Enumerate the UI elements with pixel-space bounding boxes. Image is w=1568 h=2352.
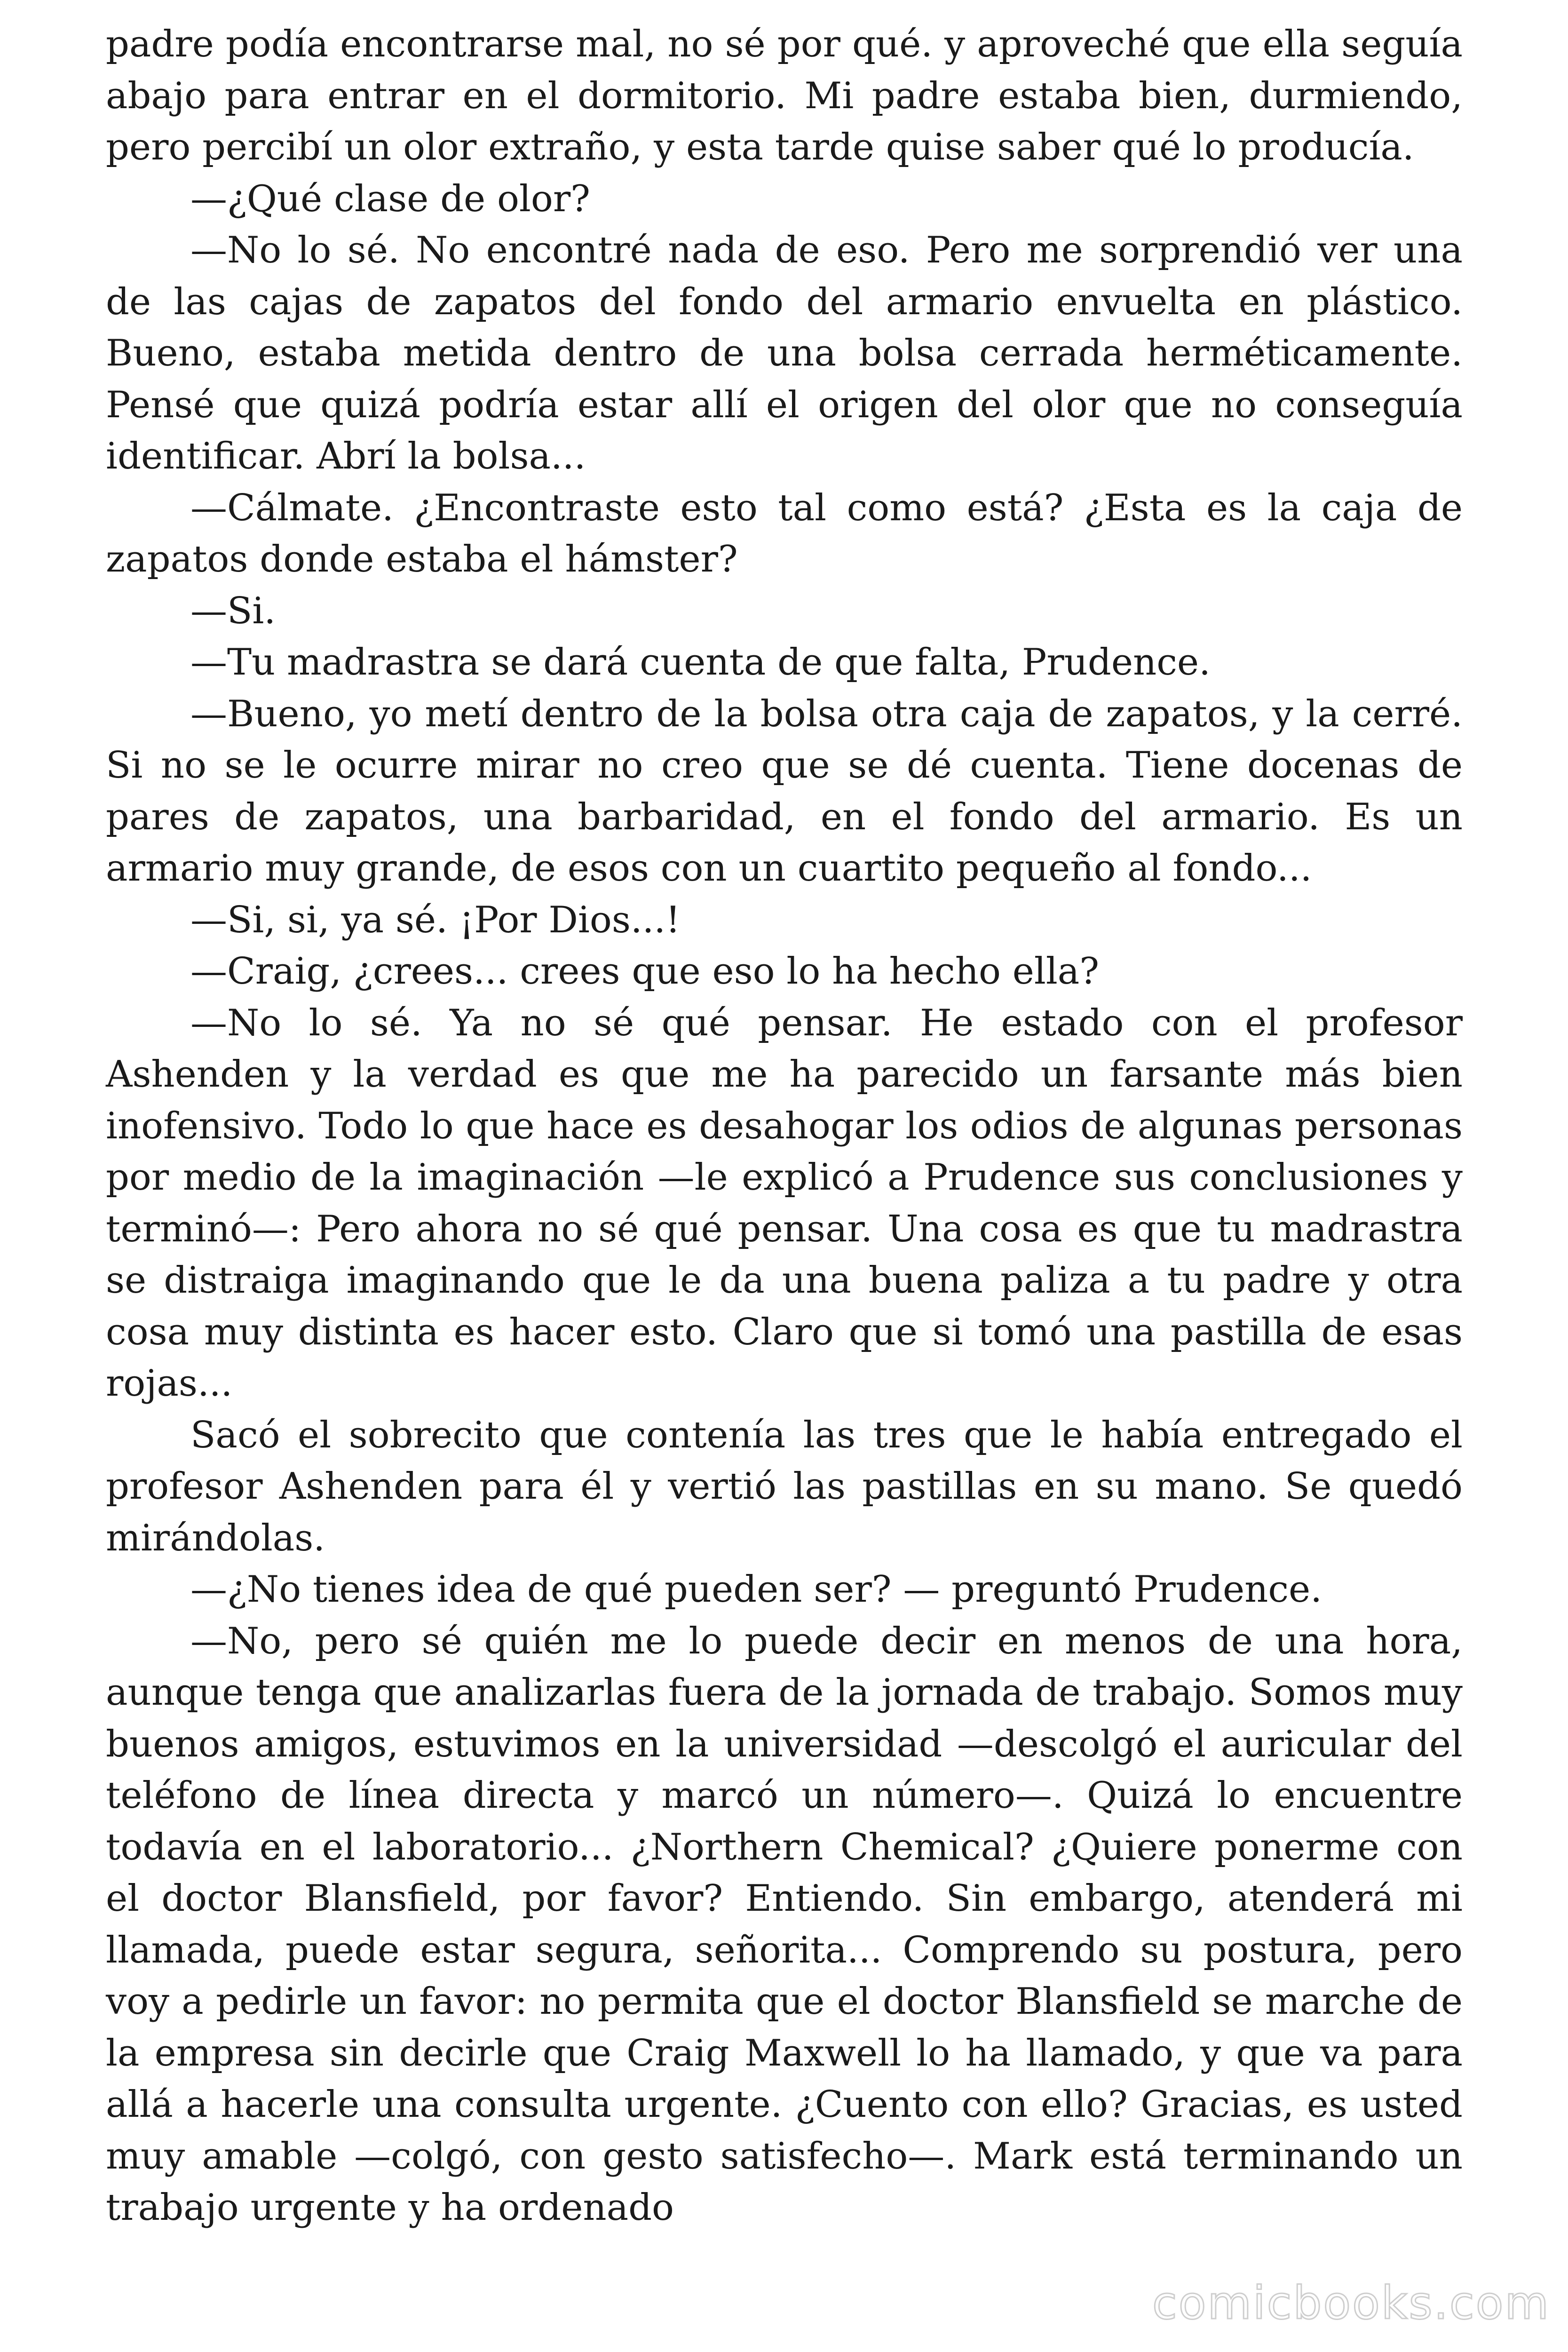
- paragraph: padre podía encontrarse mal, no sé por qué. y aproveché que ella seguía abajo para entrar en el dormitorio. Mi padre estaba bien, durmiendo, pero percibí un olor extraño, y esta tarde quise saber qué lo producía.: [106, 23, 1463, 168]
- paragraph: —¿Qué clase de olor?: [190, 177, 590, 220]
- paragraph: —¿No tienes idea de qué pueden ser? — preguntó Prudence.: [190, 1568, 1323, 1611]
- paragraph: —No lo sé. No encontré nada de eso. Pero me sorprendió ver una de las cajas de zapatos del fondo del armario envuelta en plástico. Bueno, estaba metida dentro de una bolsa cerrada herméticamente. Pensé que quizá podría estar allí el origen del olor que no conseguía identificar. Abrí la bolsa...: [106, 229, 1463, 477]
- paragraph: —Cálmate. ¿Encontraste esto tal como está? ¿Esta es la caja de zapatos donde estaba el hámster?: [106, 486, 1463, 580]
- paragraph: —No lo sé. Ya no sé qué pensar. He estado con el profesor Ashenden y la verdad es que me ha parecido un farsante más bien inofensivo. Todo lo que hace es desahogar los odios de algunas personas por medio de la imaginación —le explicó a Prudence sus conclusiones y terminó—: Pero ahora no sé qué pensar. Una cosa es que tu madrastra se distraiga imaginando que le da una buena paliza a tu padre y otra cosa muy distinta es hacer esto. Claro que si tomó una pastilla de esas rojas...: [106, 1001, 1463, 1405]
- paragraph: —Si, si, ya sé. ¡Por Dios...!: [190, 898, 681, 941]
- paragraph: —Craig, ¿crees... crees que eso lo ha hecho ella?: [190, 950, 1100, 993]
- paragraph: —No, pero sé quién me lo puede decir en menos de una hora, aunque tenga que analizarlas fuera de la jornada de trabajo. Somos muy buenos amigos, estuvimos en la universidad —descolgó el auricular del teléfono de línea directa y marcó un número—. Quizá lo encuentre todavía en el laboratorio... ¿Northern Chemical? ¿Quiere ponerme con el doctor Blansfield, por favor? Entiendo. Sin embargo, atenderá mi llamada, puede estar segura, señorita... Comprendo su postura, pero voy a pedirle un favor: no permita que el doctor Blansfield se marche de la empresa sin decirle que Craig Maxwell lo ha llamado, y que va para allá a hacerle una consulta urgente. ¿Cuento con ello? Gracias, es usted muy amable —colgó, con gesto satisfecho—. Mark está terminando un trabajo urgente y ha ordenado: [106, 1620, 1463, 2229]
- watermark: comicbooks.com: [1152, 2277, 1550, 2329]
- paragraph: —Tu madrastra se dará cuenta de que falta, Prudence.: [190, 641, 1211, 683]
- paragraph: —Si.: [190, 589, 276, 632]
- paragraph: Sacó el sobrecito que contenía las tres que le había entregado el profesor Ashenden para él y vertió las pastillas en su mano. Se quedó mirándolas.: [106, 1414, 1463, 1559]
- paragraph: —Bueno, yo metí dentro de la bolsa otra caja de zapatos, y la cerré. Si no se le ocurre mirar no creo que se dé cuenta. Tiene docenas de pares de zapatos, una barbaridad, en el fondo del armario. Es un armario muy grande, de esos con un cuartito pequeño al fondo...: [106, 692, 1463, 890]
- book-page-text: [106, 19, 1463, 2234]
